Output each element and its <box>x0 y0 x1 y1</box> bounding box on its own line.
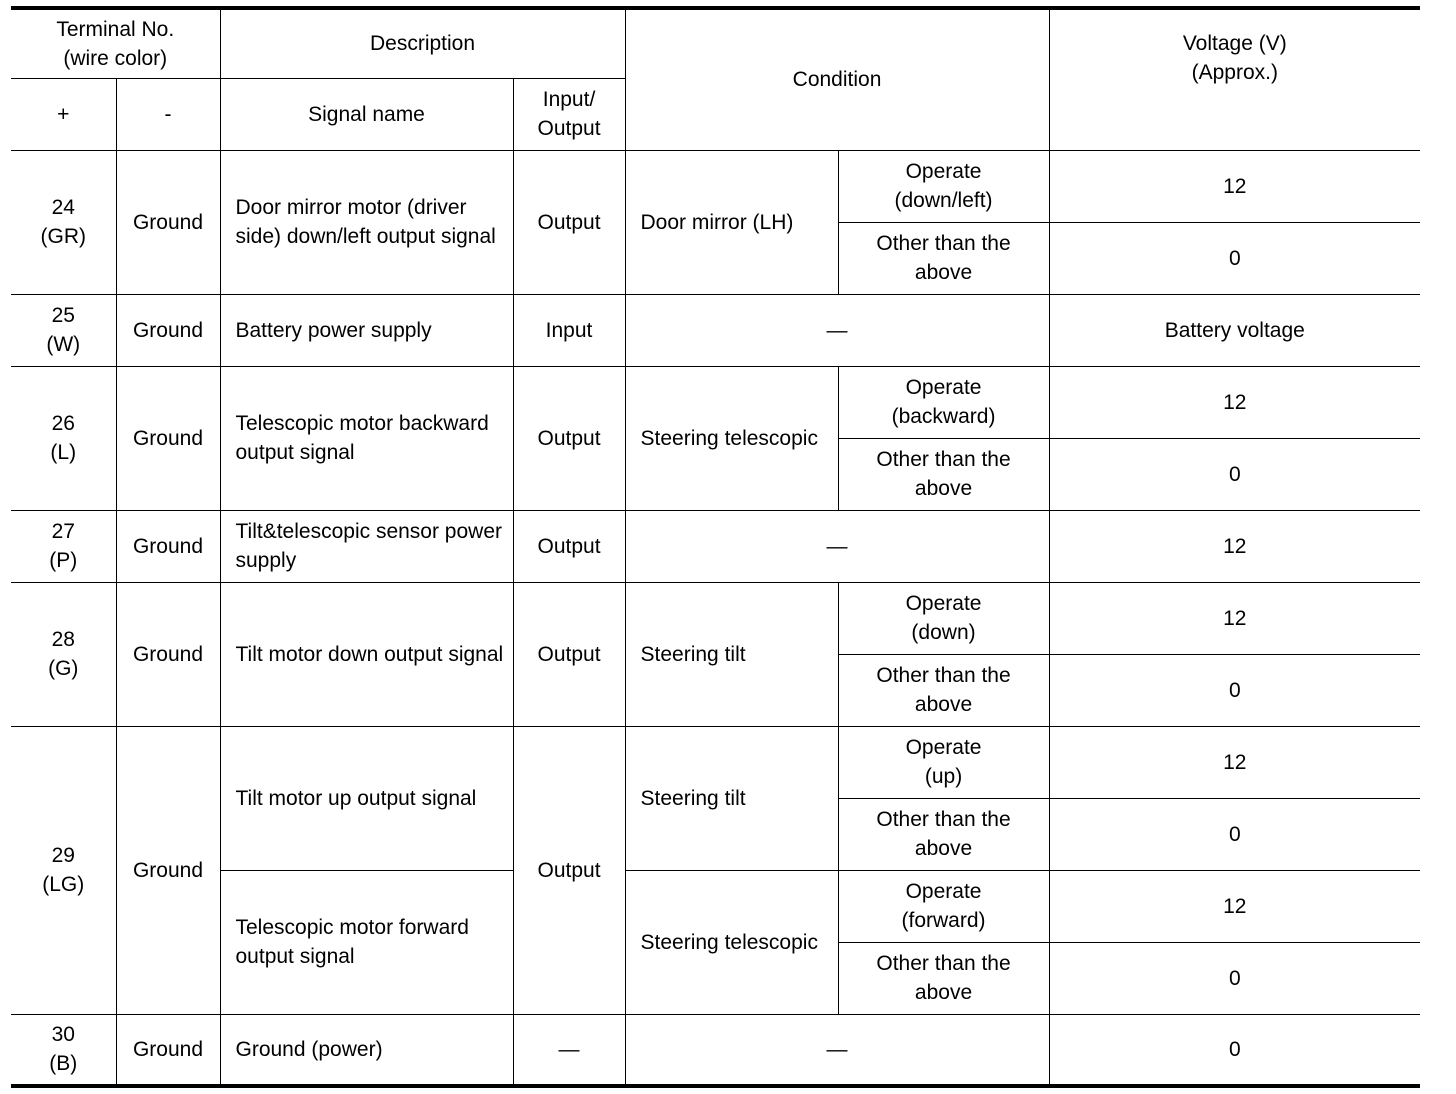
header-minus: - <box>116 78 220 150</box>
input-output: Input <box>513 294 625 366</box>
voltage-value: 12 <box>1049 870 1420 942</box>
header-plus: + <box>11 78 116 150</box>
signal-name: Tilt motor down output signal <box>220 582 513 726</box>
condition: — <box>625 1014 1049 1086</box>
condition-state: Other than the above <box>838 222 1049 294</box>
condition-state: Other than the above <box>838 942 1049 1014</box>
terminal-plus: 25 (W) <box>11 294 116 366</box>
terminal-spec-table <box>11 6 1420 1088</box>
condition: — <box>625 510 1049 582</box>
terminal-minus: Ground <box>116 726 220 1014</box>
voltage-value: 12 <box>1049 726 1420 798</box>
voltage-value: 0 <box>1049 654 1420 726</box>
terminal-minus: Ground <box>116 582 220 726</box>
signal-name: Telescopic motor backward output signal <box>220 366 513 510</box>
signal-name: Battery power supply <box>220 294 513 366</box>
condition: Steering telescopic <box>625 870 838 1014</box>
table-row <box>11 294 1420 366</box>
voltage-value: 12 <box>1049 582 1420 654</box>
terminal-minus: Ground <box>116 366 220 510</box>
condition-state: Other than the above <box>838 654 1049 726</box>
condition: Steering tilt <box>625 726 838 870</box>
condition: Steering tilt <box>625 582 838 726</box>
table-row <box>11 366 1420 438</box>
header-signal-name: Signal name <box>220 78 513 150</box>
terminal-plus: 29 (LG) <box>11 726 116 1014</box>
input-output: Output <box>513 366 625 510</box>
condition-state: Operate (backward) <box>838 366 1049 438</box>
condition: Door mirror (LH) <box>625 150 838 294</box>
terminal-plus: 30 (B) <box>11 1014 116 1086</box>
terminal-plus: 24 (GR) <box>11 150 116 294</box>
condition-state: Other than the above <box>838 438 1049 510</box>
header-terminal-no: Terminal No. (wire color) <box>11 8 220 78</box>
terminal-minus: Ground <box>116 294 220 366</box>
table-row <box>11 582 1420 654</box>
signal-name: Tilt motor up output signal <box>220 726 513 870</box>
voltage-value: 12 <box>1049 150 1420 222</box>
condition-state: Operate (down/left) <box>838 150 1049 222</box>
voltage-value: 0 <box>1049 942 1420 1014</box>
signal-name: Tilt&telescopic sensor power supply <box>220 510 513 582</box>
terminal-minus: Ground <box>116 510 220 582</box>
table-row <box>11 510 1420 582</box>
header-input-output: Input/ Output <box>513 78 625 150</box>
voltage-value: 12 <box>1049 510 1420 582</box>
voltage-value: 12 <box>1049 366 1420 438</box>
terminal-plus: 27 (P) <box>11 510 116 582</box>
voltage-value: 0 <box>1049 222 1420 294</box>
voltage-value: 0 <box>1049 798 1420 870</box>
input-output: — <box>513 1014 625 1086</box>
input-output: Output <box>513 726 625 1014</box>
terminal-minus: Ground <box>116 1014 220 1086</box>
table-row <box>11 726 1420 798</box>
input-output: Output <box>513 582 625 726</box>
terminal-plus: 28 (G) <box>11 582 116 726</box>
input-output: Output <box>513 510 625 582</box>
condition-state: Operate (forward) <box>838 870 1049 942</box>
condition: Steering telescopic <box>625 366 838 510</box>
signal-name: Door mirror motor (driver side) down/left output signal <box>220 150 513 294</box>
signal-name: Telescopic motor forward output signal <box>220 870 513 1014</box>
input-output: Output <box>513 150 625 294</box>
voltage-value: 0 <box>1049 438 1420 510</box>
table-row <box>11 1014 1420 1086</box>
terminal-minus: Ground <box>116 150 220 294</box>
table-row <box>11 870 1420 942</box>
condition-state: Other than the above <box>838 798 1049 870</box>
voltage-value: Battery voltage <box>1049 294 1420 366</box>
header-condition: Condition <box>625 8 1049 150</box>
header-voltage: Voltage (V) (Approx.) <box>1049 8 1420 150</box>
header-row-1 <box>11 8 1420 78</box>
condition: — <box>625 294 1049 366</box>
condition-state: Operate (down) <box>838 582 1049 654</box>
voltage-value: 0 <box>1049 1014 1420 1086</box>
table-row <box>11 150 1420 222</box>
terminal-plus: 26 (L) <box>11 366 116 510</box>
signal-name: Ground (power) <box>220 1014 513 1086</box>
condition-state: Operate (up) <box>838 726 1049 798</box>
header-description: Description <box>220 8 625 78</box>
